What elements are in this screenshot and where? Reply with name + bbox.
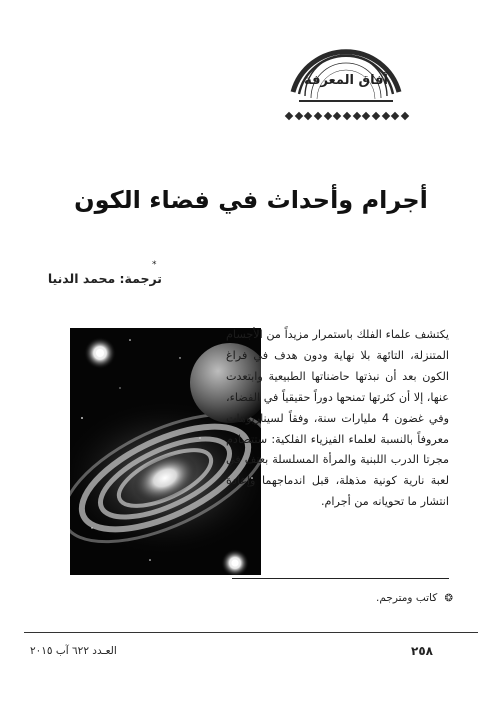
author-footnote-mark: ❂ [444,593,453,604]
article-body [226,325,449,513]
footer-divider [24,632,478,633]
article-paragraph: يكتشف علماء الفلك باستمرار مزيداً من الأجسام المتنزلة، التائهة بلا نهاية ودون هدف في فراغ الكون بعد أن نبذتها حاضناتها الطبيعية وابتعدت عنها، إلا أن كثرتها تمنحها دوراً حقيقياً في الفضاء، وفي غضون 4 مليارات سنة، وفقاً لسيناريوهات معروفاً بالنسبة لعلماء الفيزياء الفلكية: ستتصادم مجرتا الدرب اللبنية والمرأة المسلسلة بعنف في لعبة نارية كونية مذهلة، قبل اندماجهما وإعادة انتشار ما تحويانه من أجرام. [226,328,449,509]
author-footnote [376,592,453,604]
page-number: ٢٥٨ [411,644,433,658]
logo-title: آفاق المعرفة [304,73,388,88]
footnote-divider [232,578,449,579]
author-footnote-text: كاتب ومترجم. [376,592,438,604]
translator-footnote-mark: * [152,260,157,270]
article-title: أجرام وأحداث في فضاء الكون [74,186,428,214]
logo-dots-divider [286,111,408,121]
translator-credit: ترجمة: محمد الدنيا [47,271,162,286]
issue-info: العـدد ٦٢٢ آب ٢٠١٥ [30,645,117,657]
